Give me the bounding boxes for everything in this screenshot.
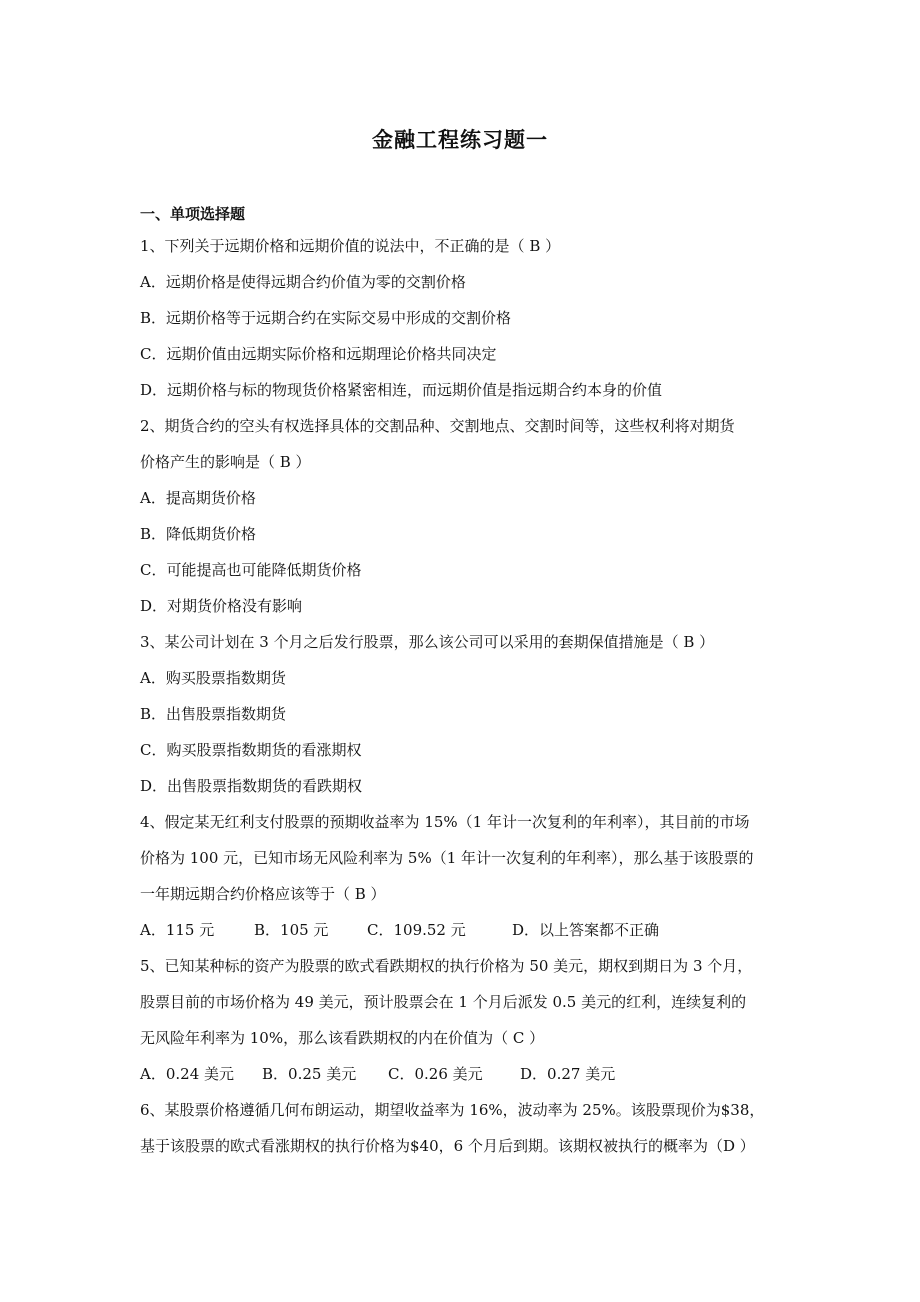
question-3 [140, 632, 800, 796]
question-4-option-a: A．115 元 [140, 921, 215, 939]
question-1-stem: 1、下列关于远期价格和远期价值的说法中，不正确的是（ B ） [140, 237, 561, 255]
question-2-option-a: A．提高期货价格 [140, 489, 256, 507]
question-4-options [140, 920, 800, 940]
question-6 [140, 1100, 800, 1156]
question-1-option-a: A．远期价格是使得远期合约价值为零的交割价格 [140, 273, 466, 291]
question-2-option-c: C．可能提高也可能降低期货价格 [140, 561, 362, 579]
question-2 [140, 416, 800, 616]
question-1-option-c: C．远期价值由远期实际价格和远期理论价格共同决定 [140, 345, 497, 363]
question-4-stem-line: 一年期远期合约价格应该等于（ B ） [140, 885, 386, 903]
question-2-stem-line: 价格产生的影响是（ B ） [140, 453, 311, 471]
question-5-option-b: B．0.25 美元 [262, 1065, 357, 1083]
question-3-option-c: C．购买股票指数期货的看涨期权 [140, 741, 362, 759]
section-heading: 一、单项选择题 [140, 205, 246, 223]
question-4-stem-line: 价格为 100 元，已知市场无风险利率为 5%（1 年计一次复利的年利率），那么基于该股票的 [140, 849, 754, 867]
question-3-option-d: D．出售股票指数期货的看跌期权 [140, 777, 363, 795]
document-body [140, 204, 800, 1172]
question-5-option-d: D．0.27 美元 [520, 1065, 616, 1083]
question-5-stem-line: 5、已知某种标的资产为股票的欧式看跌期权的执行价格为 50 美元，期权到期日为 3 个月， [140, 957, 753, 975]
question-4 [140, 812, 800, 940]
question-5-stem-line: 股票目前的市场价格为 49 美元，预计股票会在 1 个月后派发 0.5 美元的红利，连续复利的 [140, 993, 747, 1011]
question-3-option-b: B．出售股票指数期货 [140, 705, 287, 723]
question-5 [140, 956, 800, 1084]
question-5-stem-line: 无风险年利率为 10%，那么该看跌期权的内在价值为（ C ） [140, 1029, 545, 1047]
question-1-option-b: B．远期价格等于远期合约在实际交易中形成的交割价格 [140, 309, 512, 327]
question-3-stem: 3、某公司计划在 3 个月之后发行股票，那么该公司可以采用的套期保值措施是（ B ） [140, 633, 715, 651]
question-1-option-d: D．远期价格与标的物现货价格紧密相连，而远期价值是指远期合约本身的价值 [140, 381, 663, 399]
question-4-option-c: C．109.52 元 [367, 921, 466, 939]
question-4-stem-line: 4、假定某无红利支付股票的预期收益率为 15%（1 年计一次复利的年利率），其目前的市场 [140, 813, 750, 831]
document-title: 金融工程练习题一 [372, 128, 548, 152]
question-3-option-a: A．购买股票指数期货 [140, 669, 286, 687]
question-5-options [140, 1064, 800, 1084]
question-2-stem-line: 2、期货合约的空头有权选择具体的交割品种、交割地点、交割时间等，这些权利将对期货 [140, 417, 735, 435]
question-4-option-b: B．105 元 [254, 921, 329, 939]
question-2-option-d: D．对期货价格没有影响 [140, 597, 303, 615]
question-1 [140, 236, 800, 400]
question-6-stem-line: 基于该股票的欧式看涨期权的执行价格为$40，6 个月后到期。该期权被执行的概率为（D ） [140, 1137, 755, 1155]
question-2-option-b: B．降低期货价格 [140, 525, 257, 543]
question-5-option-c: C．0.26 美元 [388, 1065, 483, 1083]
question-6-stem-line: 6、某股票价格遵循几何布朗运动，期望收益率为 16%，波动率为 25%。该股票现价为$38， [140, 1101, 765, 1119]
question-5-option-a: A．0.24 美元 [140, 1065, 234, 1083]
question-4-option-d: D．以上答案都不正确 [512, 921, 660, 939]
